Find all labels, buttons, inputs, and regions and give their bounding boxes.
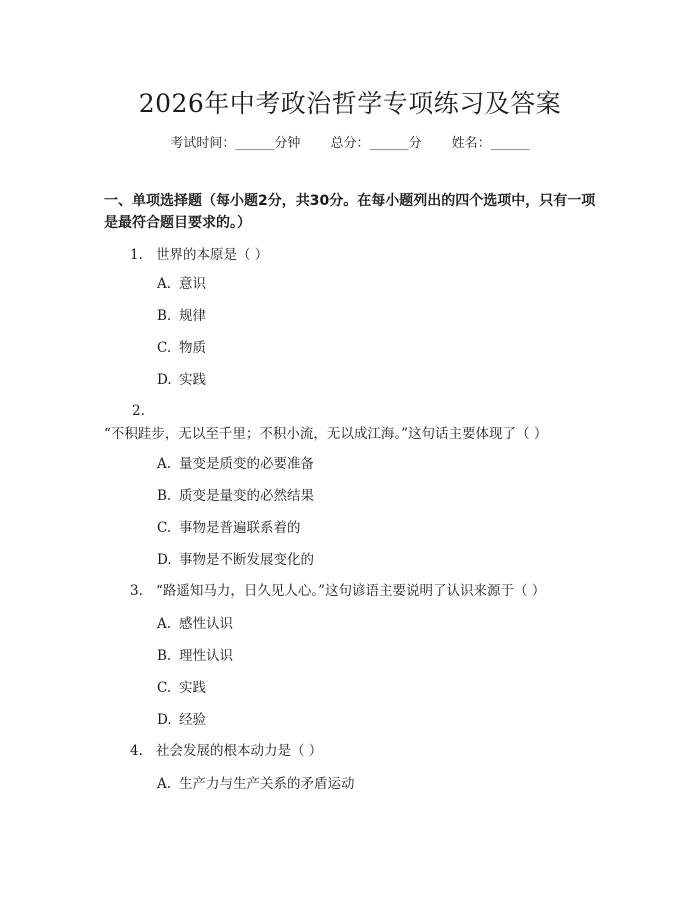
option-text: 事物是普遍联系着的 [179,520,301,536]
option-letter: C. [157,680,172,696]
question-text: “不积跬步，无以至千里；不积小流，无以成江海。”这句话主要体现了（ ） [104,426,548,442]
option-text: 质变是量变的必然结果 [179,488,314,504]
option-letter: A. [157,616,172,632]
exam-time-field: 考试时间：______分钟 [170,136,301,151]
option-letter: D. [157,712,172,728]
question-text: “路遥知马力，日久见人心。”这句谚语主要说明了认识来源于（ ） [156,583,546,599]
section-heading: 一、单项选择题（每小题2分，共30分。在每小题列出的四个选项中，只有一项是最符合题目要求的。） [104,193,596,231]
option-3c[interactable] [157,678,206,698]
question-4 [130,740,322,763]
option-letter: C. [157,520,172,536]
question-2 [104,400,598,446]
option-1d[interactable] [157,370,206,390]
option-letter: D. [157,372,172,388]
option-letter: B. [157,488,172,504]
student-name-field: 姓名：______ [451,136,530,151]
option-3d[interactable] [157,710,206,730]
option-1b[interactable] [157,306,206,326]
option-text: 实践 [179,372,206,388]
option-3b[interactable] [157,646,233,666]
question-3 [130,580,545,603]
question-number: 1. [130,247,143,263]
option-text: 意识 [179,276,206,292]
option-letter: B. [157,308,172,324]
option-letter: B. [157,648,172,664]
option-letter: A. [157,456,172,472]
question-1 [130,244,268,267]
total-score-field: 总分：______分 [330,136,422,151]
option-letter: C. [157,340,172,356]
question-number: 3. [130,583,143,599]
option-text: 经验 [179,712,206,728]
exam-meta [0,132,700,151]
option-letter: D. [157,552,172,568]
option-letter: A. [157,276,172,292]
question-text: 世界的本原是（ ） [156,247,269,263]
option-text: 感性认识 [179,616,233,632]
option-2b[interactable] [157,486,314,506]
option-text: 事物是不断发展变化的 [179,552,314,568]
option-text: 实践 [179,680,206,696]
option-2d[interactable] [157,550,314,570]
option-letter: A. [157,776,172,792]
option-text: 物质 [179,340,206,356]
question-text: 社会发展的根本动力是（ ） [156,743,323,759]
question-number: 2. [132,403,145,419]
option-2a[interactable] [157,454,314,474]
option-1c[interactable] [157,338,206,358]
option-text: 生产力与生产关系的矛盾运动 [179,776,355,792]
option-text: 理性认识 [179,648,233,664]
option-text: 量变是质变的必要准备 [179,456,314,472]
question-number: 4. [130,743,143,759]
option-2c[interactable] [157,518,301,538]
option-text: 规律 [179,308,206,324]
page-title: 2026年中考政治哲学专项练习及答案 [138,89,562,118]
option-3a[interactable] [157,614,233,634]
option-4a[interactable] [157,774,355,794]
option-1a[interactable] [157,274,206,294]
